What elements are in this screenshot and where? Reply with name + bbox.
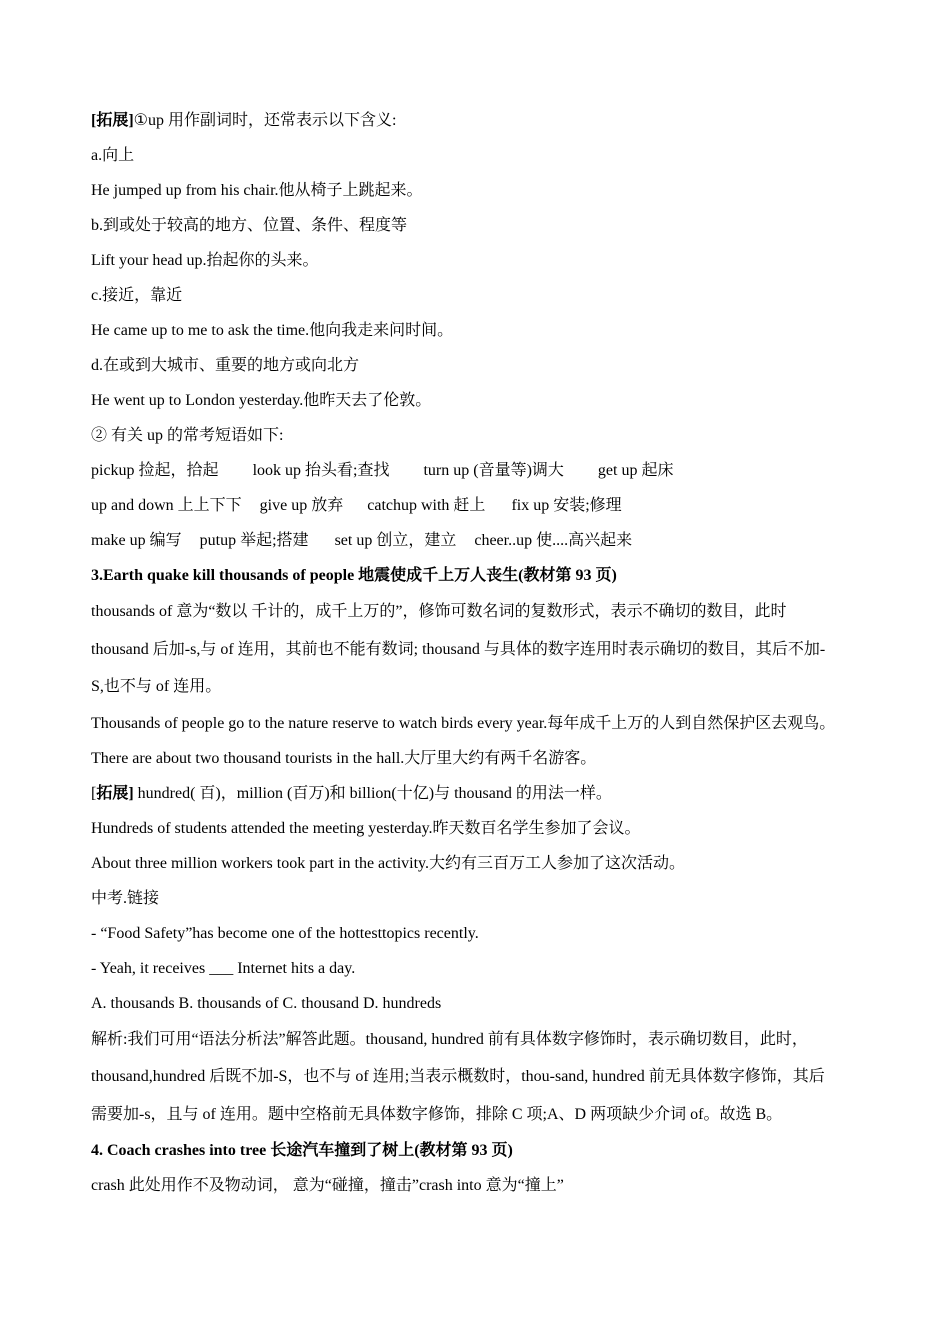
phrase-item: make up 编写 [91, 532, 182, 549]
example-sentence: He jumped up from his chair.他从椅子上跳起来。 [91, 182, 423, 199]
explanation-line: thousand 后加-s,与 of 连用，其前也不能有数词; thousand 与具体的数字连用时表示确切的数目，其后不加- [91, 640, 826, 658]
section-heading: 4. Coach crashes into tree 长途汽车撞到了树上(教材第 93 页) [91, 1142, 513, 1159]
expand-tag: 拓展] [96, 784, 134, 802]
phrase-row [91, 523, 881, 558]
example-sentence: He went up to London yesterday.他昨天去了伦敦。 [91, 392, 432, 409]
phrase-item: cheer..up 使....高兴起来 [474, 532, 633, 549]
section-heading: 3.Earth quake kill thousands of people 地震使成千上万人丧生(教材第 93 页) [91, 567, 617, 584]
phrase-item: give up 放弃 [259, 497, 344, 514]
example-sentence: Hundreds of students attended the meeting yesterday.昨天数百名学生参加了会议。 [91, 819, 641, 837]
example-sentence: Lift your head up.抬起你的头来。 [91, 252, 319, 269]
phrase-row [91, 488, 881, 523]
para-expand-hundred: [拓展] hundred( 百)，million (百万)和 billion(十亿)与 thousand 的用法一样。 [91, 784, 612, 802]
para-expand-up: [拓展]①up 用作副词时，还常表示以下含义: [91, 112, 397, 129]
phrase-item: pickup 捡起，拾起 [91, 462, 219, 479]
meaning-c: c.接近，靠近 [91, 287, 183, 304]
phrase-item: catchup with 赶上 [367, 497, 486, 514]
phrase-row [91, 453, 881, 488]
answer-options: A. thousands B. thousands of C. thousand D. hundreds [91, 994, 442, 1012]
dialogue-line: - “Food Safety”has become one of the hottesttopics recently. [91, 924, 479, 942]
analysis-line: 解析:我们可用“语法分析法”解答此题。thousand, hundred 前有具体数字修饰时，表示确切数目，此时， [91, 1030, 808, 1048]
explanation-line: crash 此处用作不及物动词， 意为“碰撞，撞击”crash into 意为“撞上” [91, 1177, 564, 1194]
phrase-heading: ② 有关 up 的常考短语如下: [91, 427, 284, 444]
explanation-line: thousands of 意为“数以 千计的，成千上万的”，修饰可数名词的复数形式，表示不确切的数目，此时 [91, 603, 787, 620]
meaning-b: b.到或处于较高的地方、位置、条件、程度等 [91, 217, 408, 234]
phrase-item: set up 创立，建立 [334, 532, 457, 549]
phrase-item: putup 举起;搭建 [199, 532, 309, 549]
meaning-d: d.在或到大城市、重要的地方或向北方 [91, 357, 360, 374]
analysis-line: thousand,hundred 后既不加-S，也不与 of 连用;当表示概数时，thou-sand, hundred 前无具体数字修饰，其后 [91, 1068, 825, 1085]
meaning-a: a.向上 [91, 147, 135, 164]
example-sentence: There are about two thousand tourists in the hall.大厅里大约有两千名游客。 [91, 749, 597, 767]
phrase-item: look up 抬头看;查找 [252, 462, 390, 479]
dialogue-line: - Yeah, it receives ___ Internet hits a day. [91, 959, 356, 977]
phrase-item: up and down 上上下下 [91, 497, 242, 514]
phrase-item: turn up (音量等)调大 [423, 462, 564, 479]
example-sentence: Thousands of people go to the nature reserve to watch birds every year.每年成千上万的人到自然保护区去观鸟。 [91, 714, 836, 732]
expand-tag: [拓展] [91, 112, 134, 129]
explanation-line: S,也不与 of 连用。 [91, 678, 222, 695]
document-page [91, 103, 881, 1203]
example-sentence: About three million workers took part in the activity.大约有三百万工人参加了这次活动。 [91, 854, 686, 872]
phrase-item: fix up 安装;修理 [511, 497, 622, 514]
phrase-item: get up 起床 [597, 462, 674, 479]
exam-link-heading: 中考.链接 [91, 889, 160, 907]
example-sentence: He came up to me to ask the time.他向我走来问时间。 [91, 322, 454, 339]
analysis-line: 需要加-s，且与 of 连用。题中空格前无具体数字修饰，排除 C 项;A、D 两项缺少介词 of。故选 B。 [91, 1105, 783, 1123]
